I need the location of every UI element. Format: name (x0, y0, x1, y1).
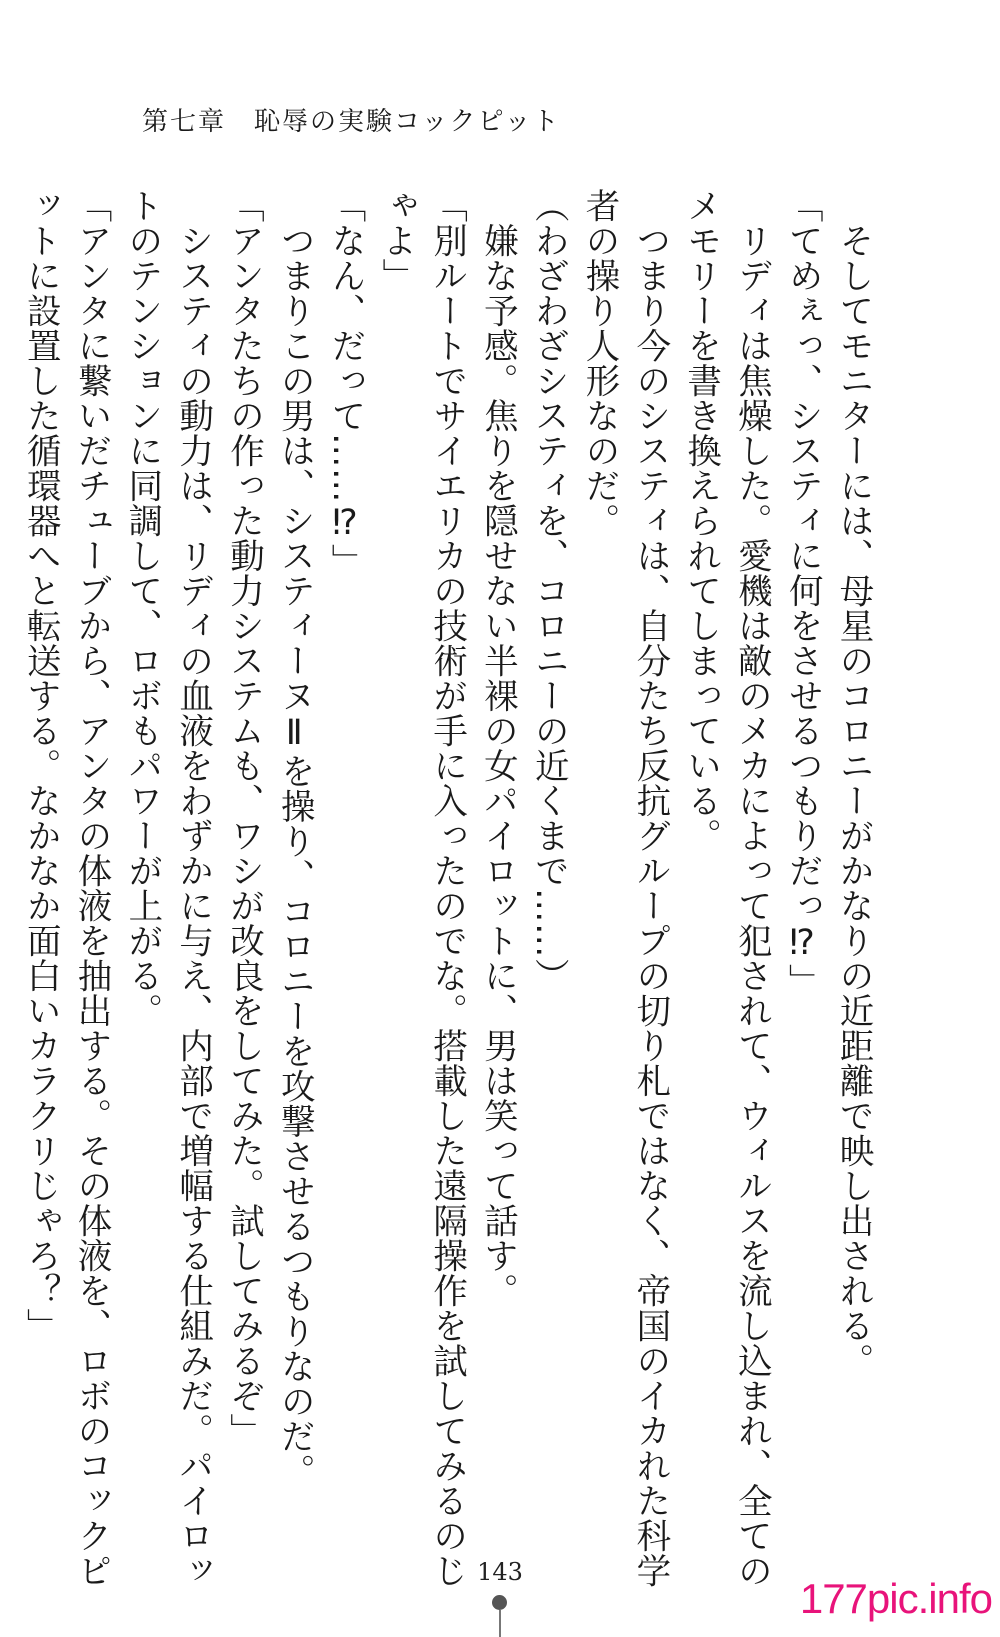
text-line: ットに設置した循環器へと転送する。なかなか面白いカラクリじゃろ？」 (20, 188, 61, 1343)
text-line: 者の操り人形なのだ。 (579, 188, 620, 538)
page-number: 143 (477, 1558, 523, 1586)
text-line: そしてモニターには、母星のコロニーがかなりの近距離で映し出される。 (833, 188, 873, 1378)
text-line: リディは焦燥した。愛機は敵のメカによって犯されて、ウィルスを流し込まれ、全ての (731, 188, 772, 1588)
text-line: 嫌な予感。焦りを隠せない半裸の女パイロットに、男は笑って話す。 (477, 188, 518, 1308)
text-line: メモリーを書き換えられてしまっている。 (680, 188, 721, 853)
text-line: 「アンタたちの作った動力システムも、ワシが改良をしてみた。試してみるぞ」 (223, 188, 264, 1448)
text-line: 「てめぇっ、システィに何をさせるつもりだっ⁉」 (782, 188, 823, 999)
text-line: つまりこの男は、システィーヌⅡを操り、コロニーを攻撃させるつもりなのだ。 (274, 188, 315, 1489)
text-line: システィの動力は、リディの血液をわずかに与え、内部で増幅する仕組みだ。パイロッ (172, 188, 213, 1588)
text-line: 「アンタに繋いだチューブから、アンタの体液を抽出する。その体液を、ロボのコックピ (71, 188, 112, 1588)
page-marker-dot (492, 1595, 507, 1610)
page-marker-line (499, 1610, 501, 1637)
text-line: つまり今のシスティは、自分たち反抗グループの切り札ではなく、帝国のイカれた科学 (629, 188, 670, 1588)
watermark: 177pic.info (799, 1575, 992, 1622)
text-line: （わざわざシスティを、コロニーの近くまで……） (528, 188, 569, 993)
text-line: トのテンションに同調して、ロボもパワーが上がる。 (121, 188, 162, 1028)
text-line: 「別ルートでサイエリカの技術が手に入ったのでな。搭載した遠隔操作を試してみるのじ (426, 188, 467, 1588)
text-line: ゃよ」 (375, 188, 416, 293)
chapter-title: 第七章 恥辱の実験コックピット (142, 107, 561, 137)
text-line: 「なん、だって……⁉」 (325, 188, 366, 579)
